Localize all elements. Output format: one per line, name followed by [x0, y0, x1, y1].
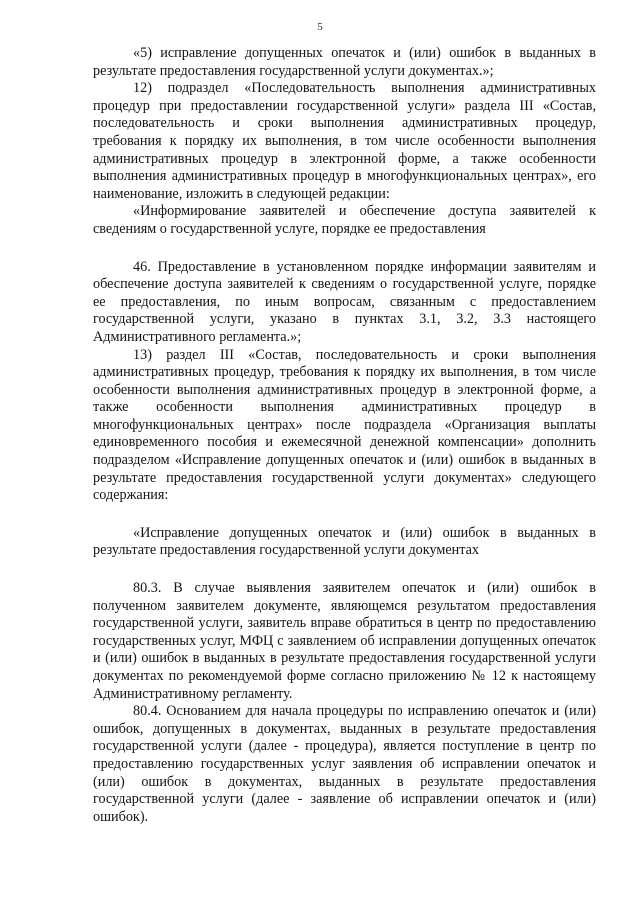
paragraph-item-12: 12) подраздел «Последовательность выполнения административных процедур при предоставлении государственной услуги» раздела III «Состав, последовательность и сроки выполнения административных процедур, требования к порядку их выполнения, в том числе особенности выполнения административных процедур в электронной форме, а также особенности выполнения административных процедур в многофункциональных центрах», его наименование, изложить в следующей редакции:	[93, 80, 596, 202]
spacer	[93, 560, 596, 580]
document-body	[93, 45, 596, 826]
spacer	[93, 239, 596, 259]
spacer	[93, 505, 596, 525]
paragraph-46: 46. Предоставление в установленном порядке информации заявителям и обеспечение доступа заявителей к сведениям о государственной услуге, порядке ее предоставления, по иным вопросам, связанным с предоставлением государственной услуги, указано в пунктах 3.1, 3.2, 3.3 настоящего Административного регламента.»;	[93, 258, 596, 345]
paragraph-item-13: 13) раздел III «Состав, последовательность и сроки выполнения административных процедур, требования к порядку их выполнения, в том числе особенности выполнения административных процедур в электронной форме, а также особенности выполнения административных процедур в многофункциональных центрах» после подраздела «Организация выплаты единовременного пособия и ежемесячной денежной компенсации» дополнить подразделом «Исправление допущенных опечаток и (или) ошибок в выданных в результате предоставления государственной услуги документах» следующего содержания:	[93, 346, 596, 504]
paragraph-item-5-amendment: «5) исправление допущенных опечаток и (или) ошибок в выданных в результате предоставления государственной услуги документах.»;	[93, 45, 596, 79]
paragraph-80-3: 80.3. В случае выявления заявителем опечаток и (или) ошибок в полученном заявителем документе, являющемся результатом предоставления государственной услуги, заявитель вправе обратиться в центр по предоставлению государственных услуг, МФЦ с заявлением об исправлении допущенных опечаток и (или) ошибок в выданных в результате предоставления государственной услуги документах по рекомендуемой форме согласно приложению № 12 к настоящему Административному регламенту.	[93, 580, 596, 702]
subsection-heading-corrections: «Исправление допущенных опечаток и (или) ошибок в выданных в результате предоставления государственной услуги документах	[93, 524, 596, 559]
subsection-heading-informing: «Информирование заявителей и обеспечение доступа заявителей к сведениям о государственной услуге, порядке ее предоставления	[93, 203, 596, 237]
paragraph-80-4: 80.4. Основанием для начала процедуры по исправлению опечаток и (или) ошибок, допущенных в документах, выданных в результате предоставления государственной услуги (далее - процедура), является поступление в центр по предоставлению государственных услуг заявления об исправлении опечаток и (или) ошибок в документах, выданных в результате предоставления государственной услуги (далее - заявление об исправлении опечаток и (или) ошибок).	[93, 703, 596, 825]
page-number: 5	[317, 21, 323, 33]
